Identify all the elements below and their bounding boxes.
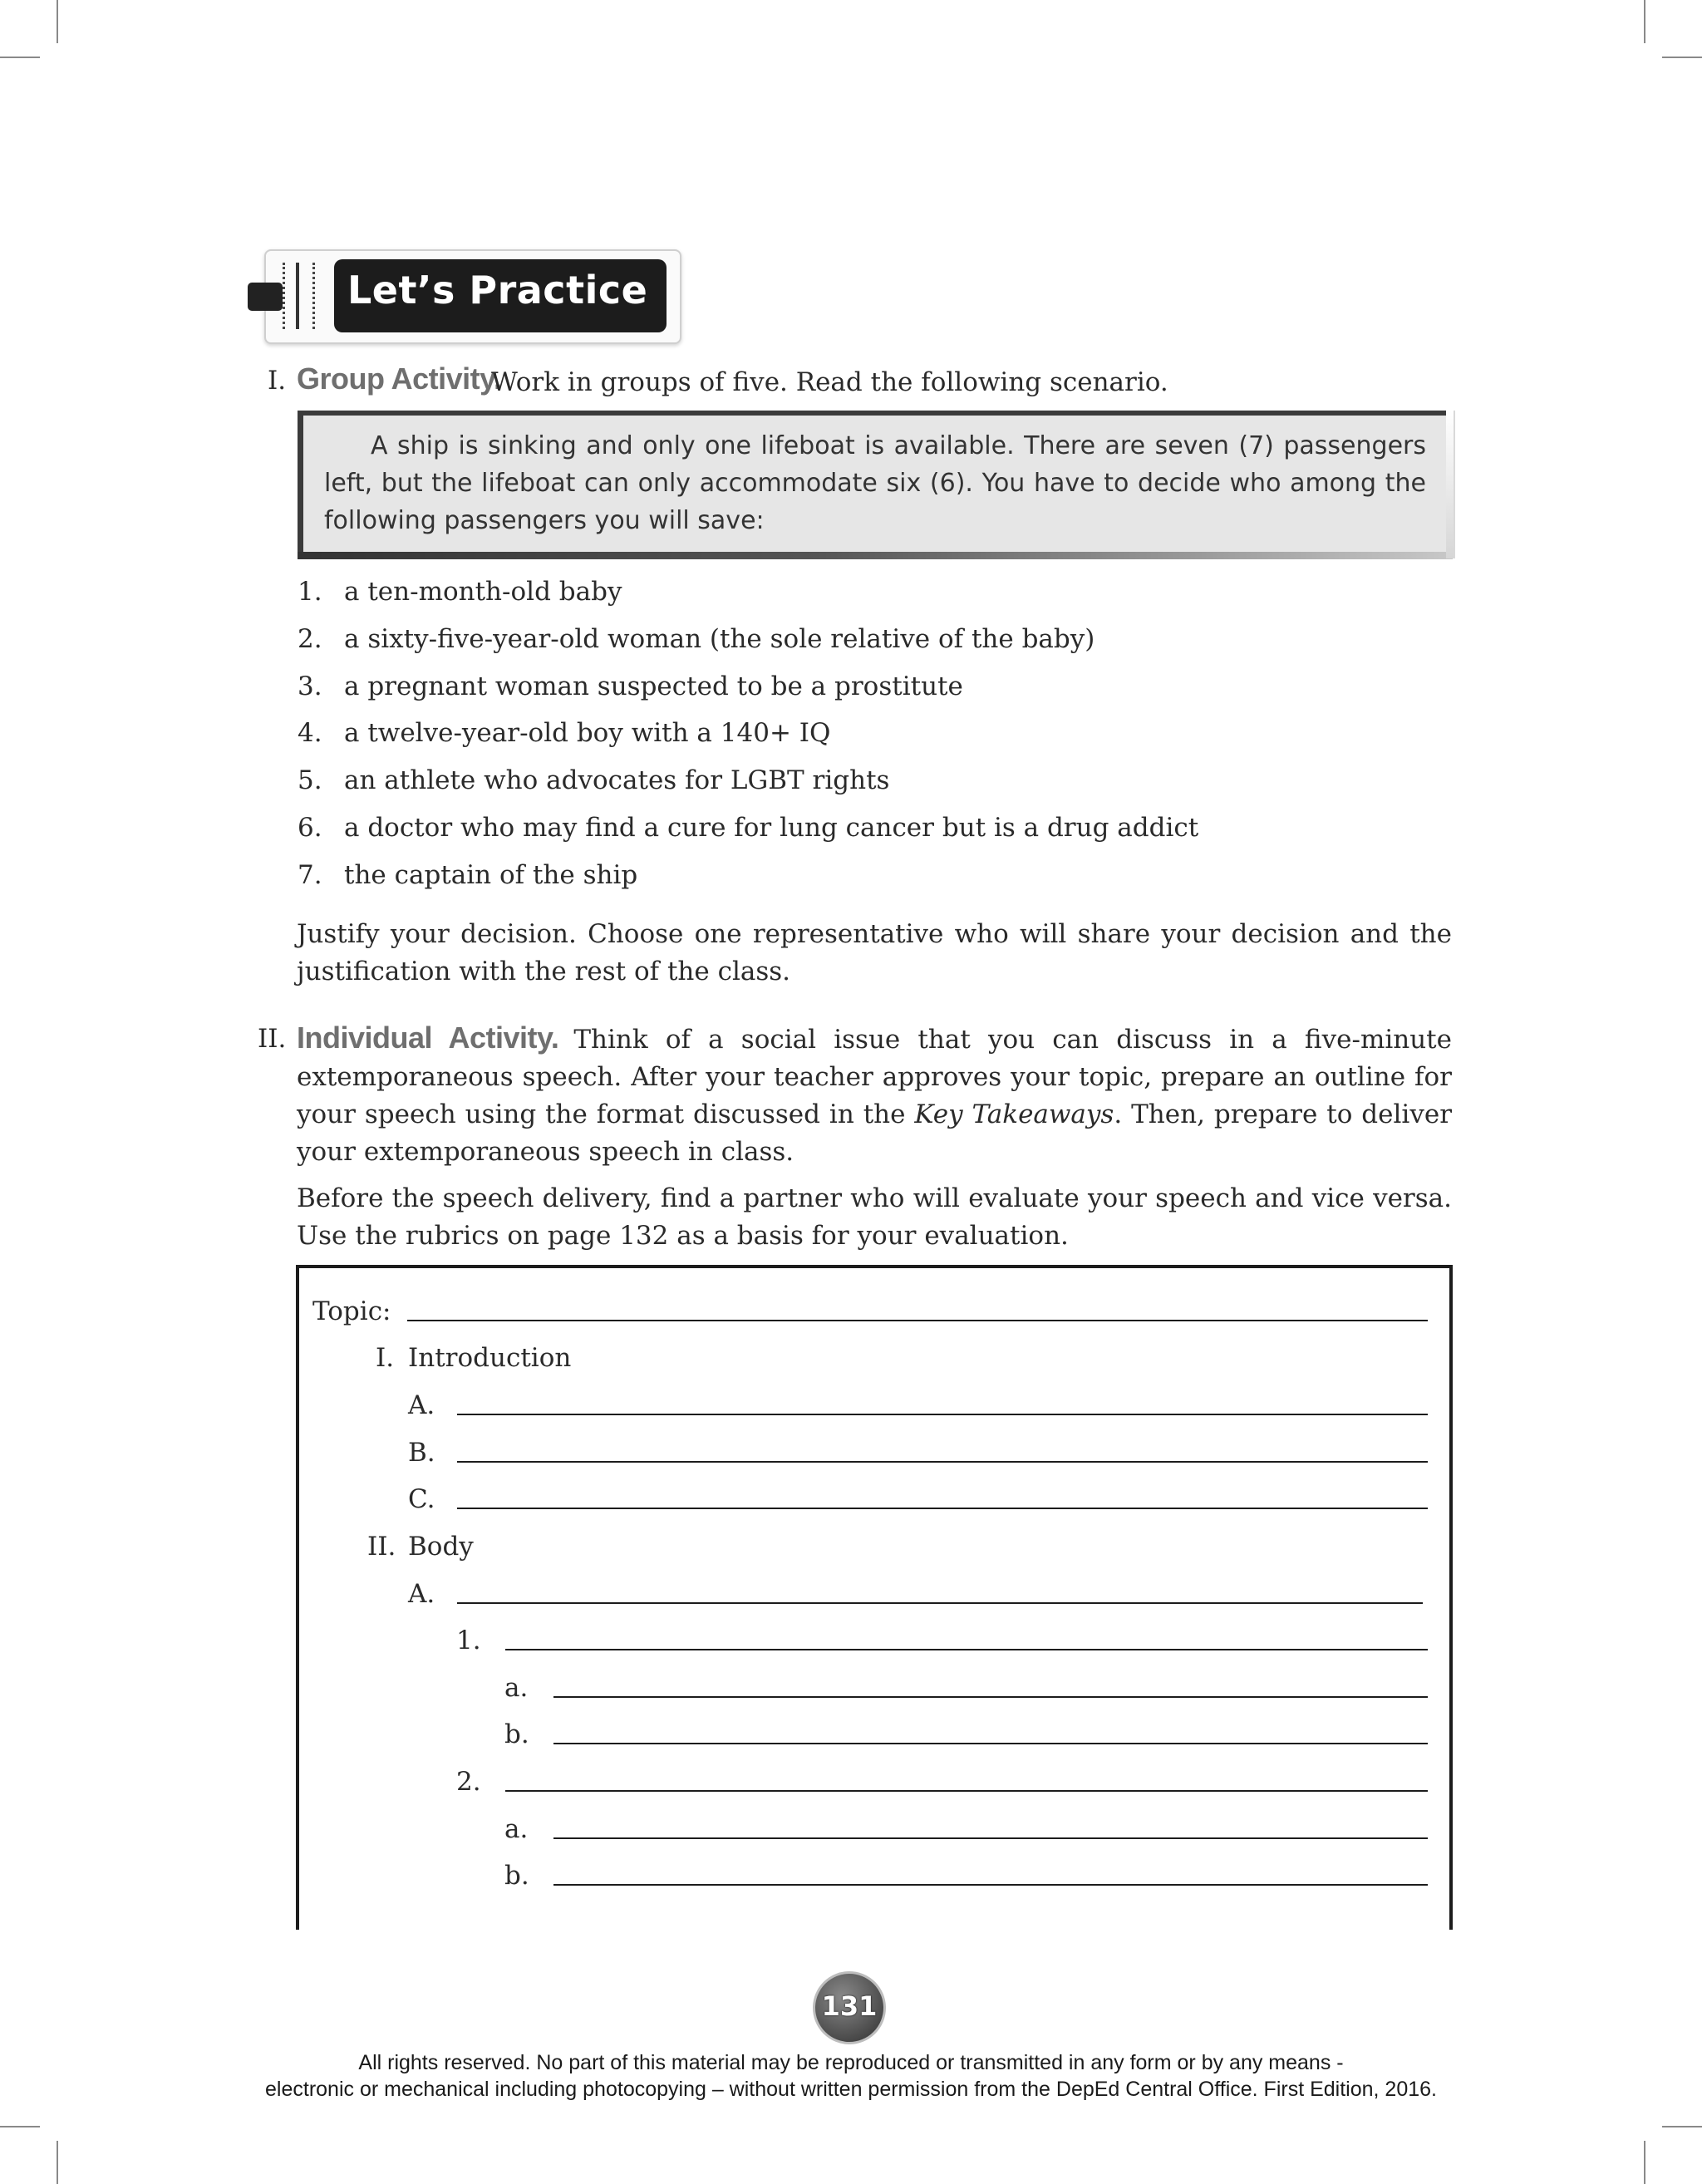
badge-bar — [296, 263, 299, 329]
list-item-number: 5. — [298, 765, 322, 795]
list-item: a sixty-five-year-old woman (the sole relative of the baby) — [344, 624, 1095, 654]
outline-blank[interactable] — [457, 1602, 1423, 1604]
outline-blank[interactable] — [553, 1696, 1428, 1698]
outline-heading-body: Body — [408, 1532, 474, 1562]
copyright-line: All rights reserved. No part of this material may be reproduced or transmitted in any form or by any means - — [358, 2051, 1344, 2074]
outline-item-label: A. — [408, 1579, 435, 1609]
scenario-shadow — [298, 552, 1453, 559]
list-item-number: 1. — [298, 577, 322, 607]
list-item-number: 7. — [298, 860, 322, 890]
outline-item-label: A. — [408, 1390, 435, 1420]
scenario-text: A ship is sinking and only one lifeboat is available. There are seven (7) passengers left, but the lifeboat can only accommodate six (6). You have to decide who among the following passengers you will save: — [324, 431, 1426, 535]
outline-subsubitem-label: a. — [504, 1814, 529, 1844]
crop-mark — [1662, 57, 1702, 58]
activity-numeral: I. — [268, 366, 287, 396]
topic-blank[interactable] — [407, 1320, 1428, 1321]
list-item: a ten-month-old baby — [344, 577, 622, 607]
activity-description: Individual Activity. Think of a social issue that you can discuss in a five-minute extemporaneous speech. After your teacher approves your topic, prepare an outline for your speech using the format discussed in the Key Takeaways. Then, prepare to deliver your extemporaneous speech in class. — [297, 1021, 1453, 1167]
outline-subsubitem-label: a. — [504, 1673, 529, 1703]
list-item: the captain of the ship — [344, 860, 638, 890]
list-item-number: 6. — [298, 813, 322, 843]
crop-mark — [1644, 0, 1645, 43]
list-item: a doctor who may find a cure for lung cancer but is a drug addict — [344, 813, 1199, 843]
activity-label: Group Activity. — [297, 362, 502, 396]
outline-blank[interactable] — [553, 1743, 1428, 1744]
outline-subsubitem-label: b. — [504, 1719, 529, 1749]
outline-subsubitem-label: b. — [504, 1861, 529, 1891]
activity-numeral: II. — [258, 1024, 287, 1054]
outline-blank[interactable] — [457, 1508, 1428, 1509]
activity-paragraph: Before the speech delivery, find a partner who will evaluate your speech and vice versa. Use the rubrics on page 132 as a basis for your evaluation. — [297, 1183, 1452, 1251]
crop-mark — [0, 57, 40, 58]
crop-mark — [1644, 2141, 1645, 2184]
page-number: 131 — [821, 1990, 878, 2022]
activity-closing: Justify your decision. Choose one representative who will share your decision and the justification with the rest of the class. — [297, 919, 1452, 986]
outline-item-label: C. — [408, 1484, 435, 1514]
outline-subitem-label: 2. — [456, 1767, 481, 1797]
list-item-number: 3. — [298, 671, 322, 701]
list-item-number: 4. — [298, 718, 322, 748]
badge-dotted-line — [283, 263, 285, 329]
outline-blank[interactable] — [553, 1884, 1428, 1886]
crop-mark — [0, 2126, 40, 2127]
badge-tab — [248, 283, 283, 311]
badge-dotted-line — [312, 263, 315, 329]
outline-numeral: I. — [376, 1343, 395, 1373]
page-title: Let’s Practice — [347, 268, 648, 312]
list-item-number: 2. — [298, 624, 322, 654]
outline-numeral: II. — [367, 1532, 396, 1562]
outline-blank[interactable] — [505, 1649, 1428, 1650]
outline-heading-introduction: Introduction — [408, 1343, 572, 1373]
outline-blank[interactable] — [505, 1790, 1428, 1792]
activity-label: Individual Activity. — [297, 1021, 559, 1055]
crop-mark — [57, 2141, 58, 2184]
list-item: a twelve-year-old boy with a 140+ IQ — [344, 718, 831, 748]
outline-blank[interactable] — [553, 1837, 1428, 1839]
scenario-shadow — [1446, 411, 1455, 558]
outline-blank[interactable] — [457, 1461, 1428, 1463]
activity-instruction: Work in groups of five. Read the following scenario. — [491, 367, 1168, 397]
outline-item-label: B. — [408, 1438, 435, 1468]
list-item: an athlete who advocates for LGBT rights — [344, 765, 890, 795]
outline-blank[interactable] — [457, 1414, 1428, 1415]
outline-subitem-label: 1. — [456, 1626, 481, 1655]
list-item: a pregnant woman suspected to be a prostitute — [344, 671, 963, 701]
topic-label: Topic: — [312, 1296, 391, 1326]
crop-mark — [1662, 2126, 1702, 2127]
copyright-line: electronic or mechanical including photocopying – without written permission from the DepEd Central Office. First Edition, 2016. — [265, 2078, 1437, 2101]
crop-mark — [57, 0, 58, 43]
